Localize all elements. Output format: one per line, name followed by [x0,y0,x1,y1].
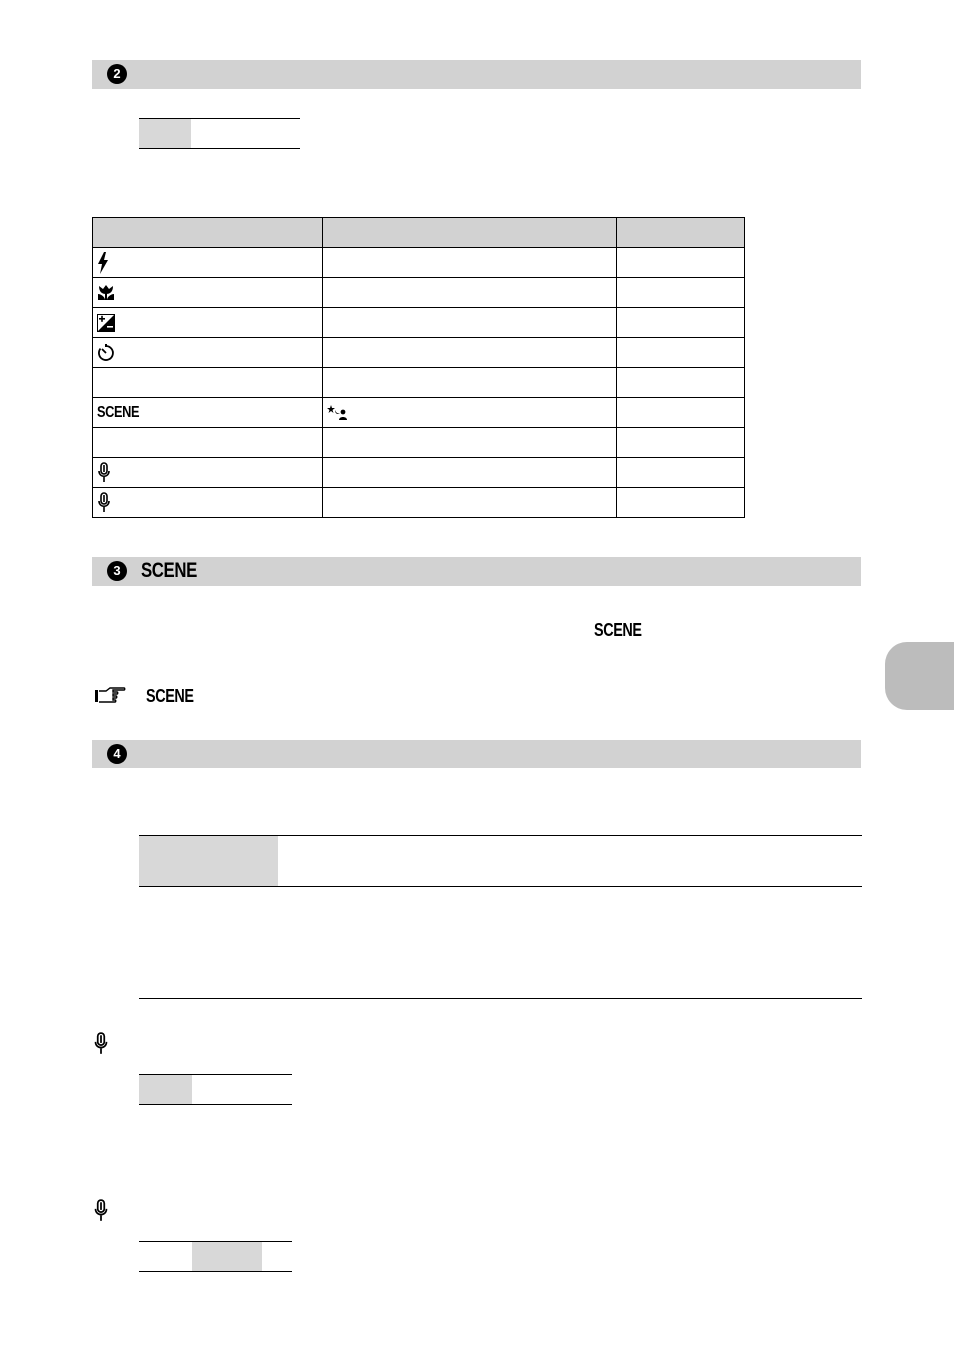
table-cell [323,368,617,398]
option-cell-selected [139,119,191,148]
table-cell [93,338,323,368]
microphone-icon [93,1199,109,1223]
section-4-table [139,835,862,999]
table-cell [617,488,745,518]
settings-table [92,217,745,518]
option-cell-selected [139,1075,192,1104]
night-portrait-icon [327,405,349,421]
section-title: SCENE [141,559,197,582]
self-timer-icon [97,344,115,362]
table-row [93,338,745,368]
table-cell [617,398,745,428]
table-cell [323,308,617,338]
table-cell [617,368,745,398]
option-table-mic-2 [139,1241,292,1272]
microphone-icon [97,462,111,484]
section-3-header [92,557,861,586]
flash-icon [97,252,109,274]
table-cell [93,458,323,488]
table-cell [323,278,617,308]
table-row [93,278,745,308]
table-row [93,308,745,338]
table-cell [617,248,745,278]
table-row [93,248,745,278]
table-header-cell [323,218,617,248]
table-header-cell [93,218,323,248]
table-cell [93,368,323,398]
table-header-row [93,218,745,248]
table-cell [323,488,617,518]
table-row [93,368,745,398]
table-cell [323,248,617,278]
table-cell [93,278,323,308]
scene-inline-label: SCENE [594,620,642,640]
section-number-badge: 3 [107,561,127,581]
table-cell [93,398,323,428]
table-cell [617,308,745,338]
table-row [93,458,745,488]
table-cell [323,398,617,428]
table-cell [323,428,617,458]
option-table-default [139,118,300,149]
option-table-mic-1 [139,1074,292,1105]
chapter-side-tab [885,642,954,710]
table-row [93,428,745,458]
table-divider [139,886,862,887]
table-cell [617,458,745,488]
table-cell [323,338,617,368]
table-header-cell [139,836,278,886]
section-number-badge: 2 [107,64,127,84]
macro-tulip-icon [97,285,115,301]
scene-label: SCENE [97,403,140,421]
table-cell [93,488,323,518]
table-row [93,398,745,428]
section-4-header [92,740,861,768]
table-cell [617,338,745,368]
table-cell [323,458,617,488]
table-cell [617,428,745,458]
table-cell [93,428,323,458]
table-row [93,488,745,518]
microphone-icon [93,1032,109,1056]
option-cell-selected [192,1242,262,1271]
pointing-hand-icon [94,687,126,705]
microphone-icon [97,492,111,514]
section-number-badge: 4 [107,744,127,764]
exposure-compensation-icon [97,314,115,332]
section-2-header [92,60,861,89]
table-cell [93,308,323,338]
table-cell [93,248,323,278]
table-cell [617,278,745,308]
scene-reference-label: SCENE [146,686,194,706]
table-header-cell [617,218,745,248]
